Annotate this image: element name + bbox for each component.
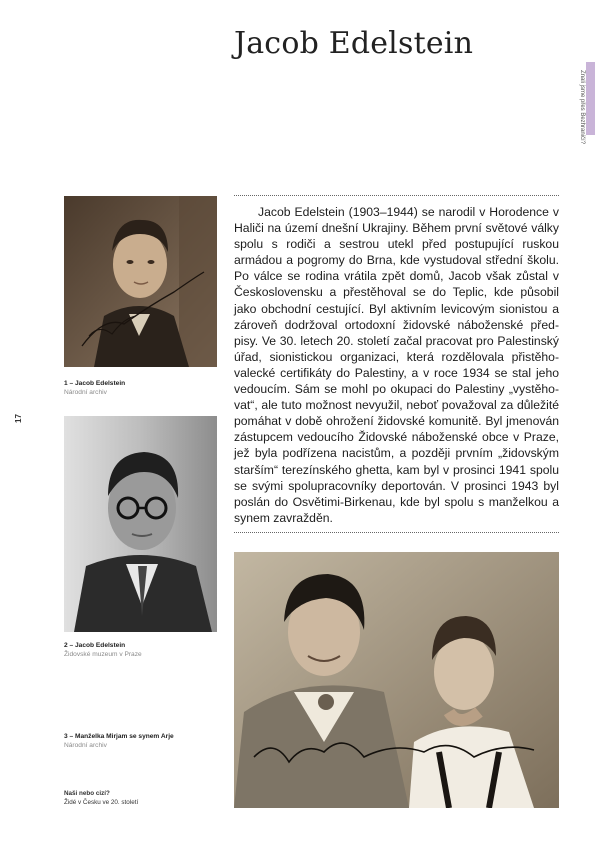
page-title: Jacob Edelstein — [234, 26, 474, 61]
caption-source: Národní archiv — [64, 389, 107, 396]
chapter-tab-marker — [586, 62, 595, 135]
caption-title: 2 – Jacob Edelstein — [64, 642, 126, 649]
publication-footer — [64, 790, 138, 807]
divider-top — [234, 195, 559, 196]
chapter-tab-label: Znali jsme přes Bezhraničí? — [579, 70, 585, 145]
photo-edelstein-glasses — [64, 416, 217, 632]
caption-source: Židovské muzeum v Praze — [64, 651, 142, 658]
caption-source: Národní archiv — [64, 742, 107, 749]
caption-photo-3 — [64, 732, 224, 750]
caption-title: 1 – Jacob Edelstein — [64, 380, 126, 387]
footer-subtitle: Židé v Česku ve 20. století — [64, 798, 139, 806]
photo-mirjam-and-arje — [234, 552, 559, 808]
divider-bottom — [234, 532, 559, 533]
caption-title: 3 – Manželka Mirjam se synem Arje — [64, 733, 174, 740]
photo-edelstein-portrait — [64, 196, 217, 367]
caption-photo-1 — [64, 379, 224, 397]
page-number: 17 — [13, 414, 23, 423]
biography-text: Jacob Edelstein (1903–1944) se narodil v Horodence v Haliči na území dnešní Ukrajiny. Během první světové války spolu s rodiči a sestrou utekl před postupující ruskou armádou a pogromy do Brna, kde vystudoval střední školu. Po válce se rodina vrátila zpět domů, Jacob však zůstal v Československu a přestěhoval se do Teplic, kde působil jako obchodní cestující. Byl aktivním levicovým sionistou a zároveň dodržoval ortodoxní židovské náboženské předpisy. Ve 30. letech 20. století začal pracovat pro Palestinský úřad, sionistickou organizaci, která rozdělovala přistěhovalecké certifikáty do Palestiny, a v roce 1934 se stal jeho vedoucím. Sám se mohl po okupaci do Palestiny „vystěhovat“, ale tuto možnost nevyužil, neboť považoval za důležité pomáhat v době ohrožení židovské komunitě. Byl jmenován zástupcem vedoucího Židovské náboženské obce v Praze, jež byla podřízena nacistům, a později prvním „židovským starším“ terezínského ghetta, kam byl v prosinci 1941 spolu se svými spolupracovníky deportován. V prosinci 1943 byl poslán do Osvětimi-Birkenau, kde byl spolu s manželkou a synem zavražděn. — [234, 205, 559, 525]
footer-title: Naši nebo cizí? — [64, 790, 110, 797]
caption-photo-2 — [64, 641, 224, 659]
